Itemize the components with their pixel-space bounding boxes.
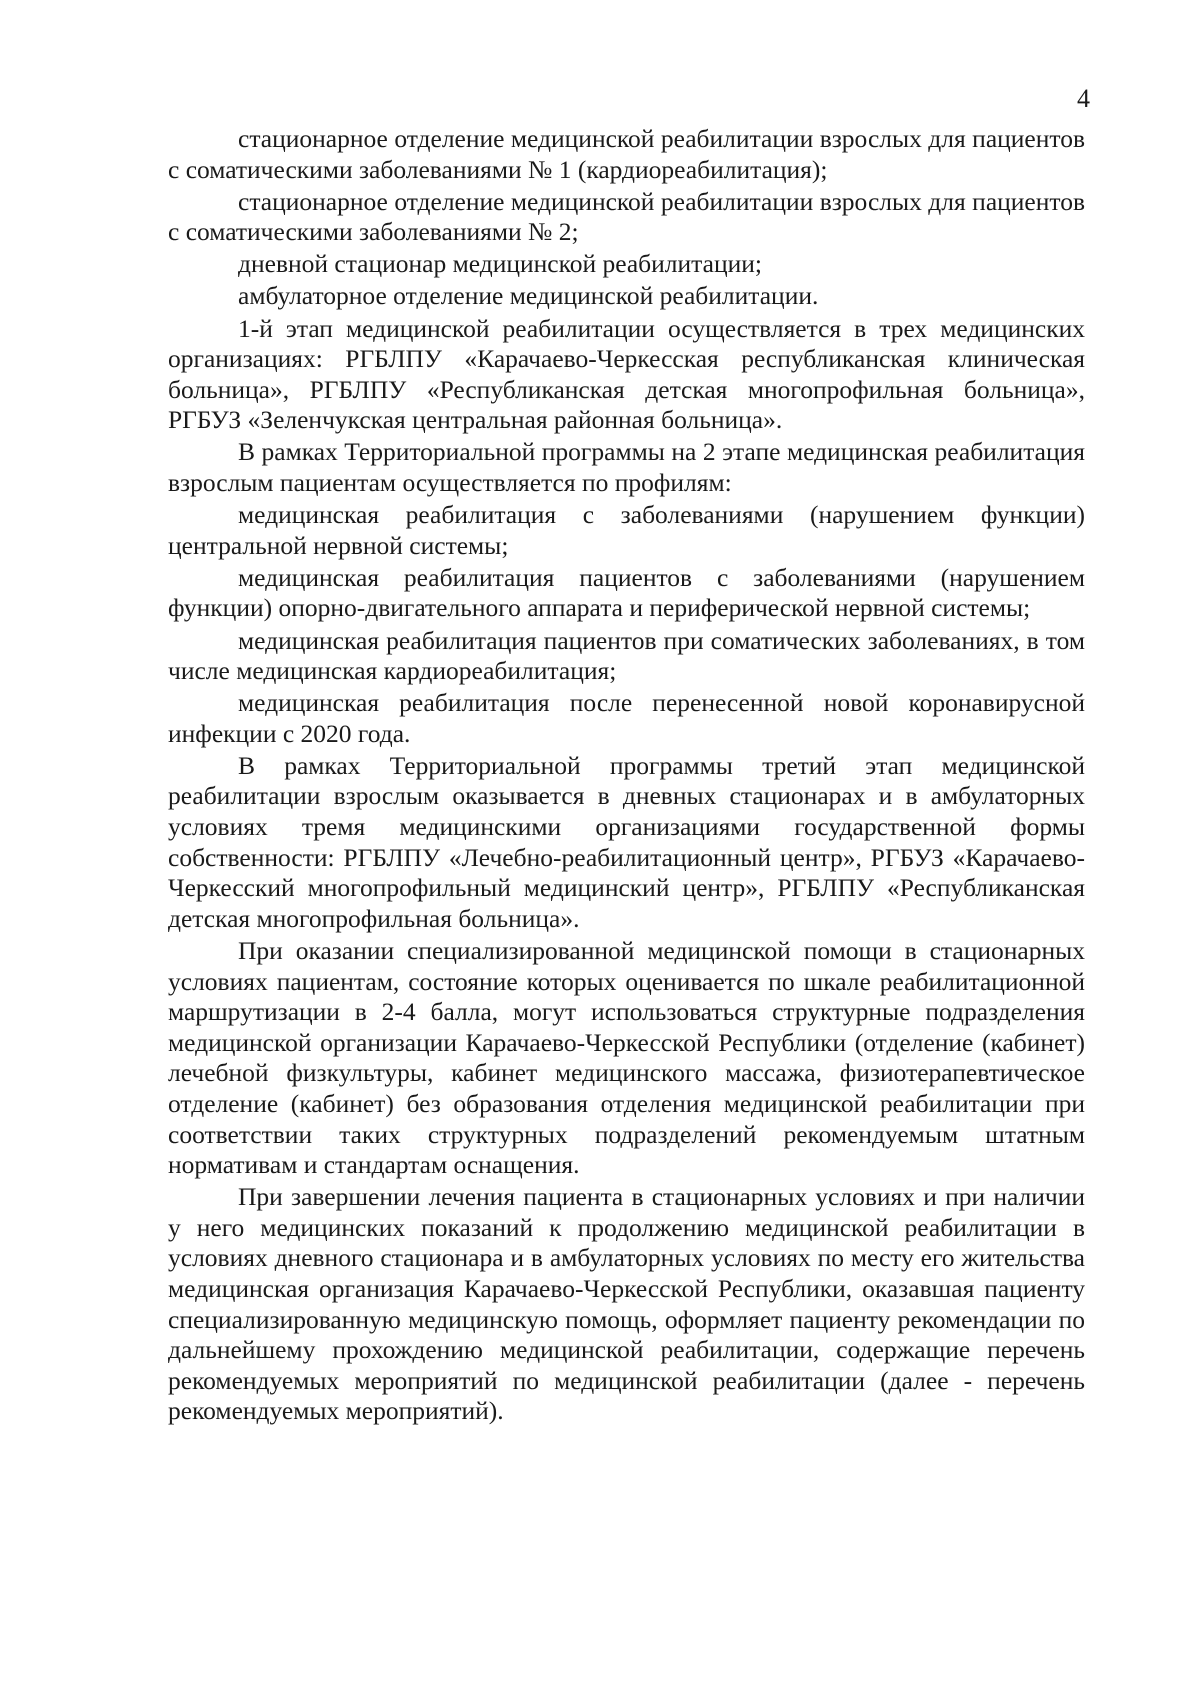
paragraph-outpatient-department: амбулаторное отделение медицинской реабилитации. (238, 281, 819, 311)
page-number: 4 (1077, 84, 1090, 113)
paragraph-profile-somatic: медицинская реабилитация пациентов при соматических заболеваниях, в том числе медицинская кардиореабилитация; (168, 625, 1085, 686)
paragraph-profile-covid: медицинская реабилитация после перенесенной новой коронавирусной инфекции с 2020 года. (168, 688, 1085, 748)
paragraph-inpatient-somatic-2: стационарное отделение медицинской реабилитации взрослых для пациентов с соматическими заболеваниями № 2; (168, 186, 1085, 247)
paragraph-profile-cns: медицинская реабилитация с заболеваниями (нарушением функции) центральной нервной системы; (168, 500, 1085, 560)
paragraph-discharge-recommendations: При завершении лечения пациента в стационарных условиях и при наличии у него медицинских показаний к продолжению медицинской реабилитации в условиях дневного стационара и в амбулаторных условиях по месту его жительства медицинская организация Карачаево-Черкесской Республики, оказавшая пациенту специализированную медицинскую помощь, оформляет пациенту рекомендации по дальнейшему прохождению медицинской реабилитации, содержащие перечень рекомендуемых мероприятий по медицинской реабилитации (далее - перечень рекомендуемых мероприятий). (168, 1182, 1085, 1426)
document-body (168, 124, 1085, 1427)
paragraph-specialized-care: При оказании специализированной медицинской помощи в стационарных условиях пациентам, состояние которых оценивается по шкале реабилитационной маршрутизации в 2-4 балла, могут использоваться структурные подразделения медицинской организации Карачаево-Черкесской Республики (отделение (кабинет) лечебной физкультуры, кабинет медицинского массажа, физиотерапевтическое отделение (кабинет) без образования отделения медицинской реабилитации при соответствии таких структурных подразделений рекомендуемым штатным нормативам и стандартам оснащения. (168, 935, 1085, 1180)
paragraph-stage-3: В рамках Территориальной программы третий этап медицинской реабилитации взрослым оказывается в дневных стационарах и в амбулаторных условиях тремя медицинскими организациями государственной формы собственности: РГБЛПУ «Лечебно-реабилитационный центр», РГБУЗ «Карачаево-Черкесский многопрофильный медицинский центр», РГБЛПУ «Республиканская детская многопрофильная больница». (168, 750, 1085, 933)
paragraph-stage-1: 1-й этап медицинской реабилитации осуществляется в трех медицинских организациях: РГБЛПУ «Карачаево-Черкесская республиканская клиническая больница», РГБЛПУ «Республиканская детская многопрофильная больница», РГБУЗ «Зеленчукская центральная районная больница». (168, 313, 1085, 435)
paragraph-profile-musculoskeletal: медицинская реабилитация пациентов с заболеваниями (нарушением функции) опорно-двигательного аппарата и периферической нервной системы; (168, 562, 1085, 623)
paragraph-inpatient-cardio: стационарное отделение медицинской реабилитации взрослых для пациентов с соматическими заболеваниями № 1 (кардиореабилитация); (168, 124, 1085, 184)
paragraph-day-hospital: дневной стационар медицинской реабилитации; (238, 249, 762, 279)
paragraph-stage-2-intro: В рамках Территориальной программы на 2 этапе медицинская реабилитация взрослым пациентам осуществляется по профилям: (168, 437, 1085, 498)
